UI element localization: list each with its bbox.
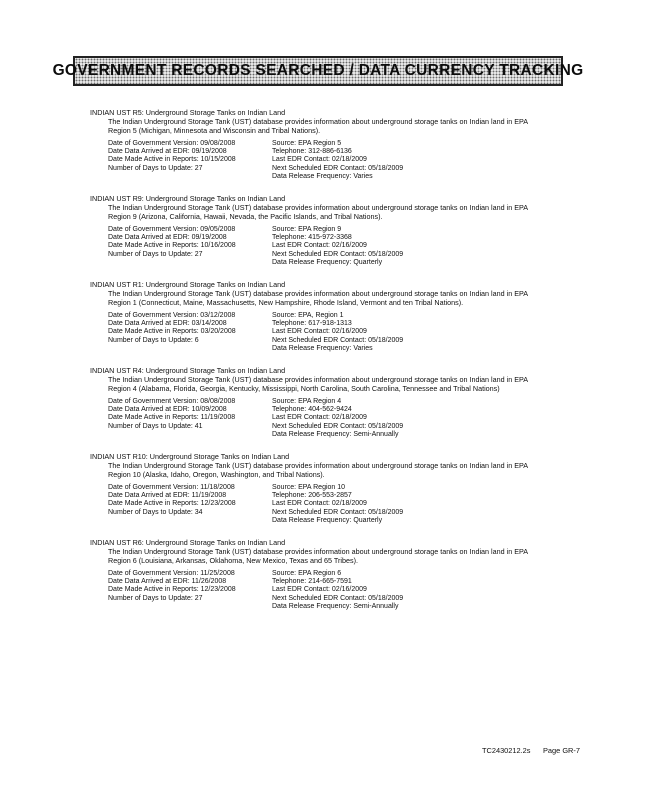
record-description: The Indian Underground Storage Tank (UST) database provides information about underground storage tanks on Indian land in EPA Region 9 (Arizona, California, Hawaii, Nevada, the Pacific Islands, and Tribal Nations). <box>108 203 528 222</box>
record-contact-field: Source: EPA Region 6 <box>272 570 342 578</box>
record-date-field: Date Data Arrived at EDR: 03/14/2008 <box>108 320 227 328</box>
document-id: TC2430212.2s <box>482 746 531 755</box>
record-fields <box>108 312 530 353</box>
record-description: The Indian Underground Storage Tank (UST) database provides information about underground storage tanks on Indian land in EPA Region 10 (Alaska, Idaho, Oregon, Washington, and Tribal Nations). <box>108 461 528 480</box>
database-record <box>90 194 530 267</box>
record-date-field: Date Data Arrived at EDR: 11/26/2008 <box>108 578 227 586</box>
record-fields <box>108 140 530 181</box>
record-contact-field: Data Release Frequency: Quarterly <box>272 258 383 266</box>
record-description: The Indian Underground Storage Tank (UST) database provides information about underground storage tanks on Indian land in EPA Region 1 (Connecticut, Maine, Massachusetts, New Hampshire, Rhode Island, Vermont and ten Tribal Nations). <box>108 289 528 308</box>
record-date-field: Date Made Active in Reports: 12/23/2008 <box>108 500 236 508</box>
record-date-field: Date Data Arrived at EDR: 11/19/2008 <box>108 492 227 500</box>
record-contact-field: Last EDR Contact: 02/18/2009 <box>272 500 367 508</box>
record-contact-field: Next Scheduled EDR Contact: 05/18/2009 <box>272 422 404 430</box>
record-description: The Indian Underground Storage Tank (UST) database provides information about underground storage tanks on Indian land in EPA Region 6 (Louisiana, Arkansas, Oklahoma, New Mexico, Texas and 65 Tribes). <box>108 547 528 566</box>
record-dates-column <box>108 570 272 611</box>
record-contact-field: Data Release Frequency: Varies <box>272 172 373 180</box>
record-contact-column <box>272 398 530 439</box>
record-contact-field: Source: EPA Region 4 <box>272 398 342 406</box>
record-date-field: Date Made Active in Reports: 03/20/2008 <box>108 328 236 336</box>
record-contact-field: Telephone: 206-553-2857 <box>272 492 352 500</box>
record-contact-column <box>272 484 530 525</box>
record-contact-column <box>272 140 530 181</box>
record-date-field: Date Data Arrived at EDR: 09/19/2008 <box>108 234 227 242</box>
record-date-field: Number of Days to Update: 27 <box>108 250 203 258</box>
record-dates-column <box>108 398 272 439</box>
record-date-field: Date of Government Version: 08/08/2008 <box>108 398 236 406</box>
database-record <box>90 108 530 181</box>
record-contact-field: Telephone: 404-562-9424 <box>272 406 352 414</box>
record-heading: INDIAN UST R1: Underground Storage Tanks on Indian Land <box>90 280 286 290</box>
record-date-field: Number of Days to Update: 34 <box>108 508 203 516</box>
record-date-field: Date Made Active in Reports: 12/23/2008 <box>108 586 236 594</box>
record-date-field: Date of Government Version: 09/08/2008 <box>108 140 236 147</box>
record-contact-field: Telephone: 214-665-7591 <box>272 578 352 586</box>
record-description: The Indian Underground Storage Tank (UST) database provides information about underground storage tanks on Indian land in EPA Region 4 (Alabama, Florida, Georgia, Kentucky, Mississippi, North Carolina, South Carolina, Tennessee and Tribal Nations) <box>108 375 528 394</box>
record-contact-column <box>272 570 530 611</box>
record-contact-field: Data Release Frequency: Quarterly <box>272 516 383 524</box>
record-contact-field: Last EDR Contact: 02/16/2009 <box>272 328 367 336</box>
record-contact-field: Last EDR Contact: 02/18/2009 <box>272 156 367 164</box>
record-contact-field: Source: EPA, Region 1 <box>272 312 344 320</box>
record-date-field: Number of Days to Update: 27 <box>108 594 203 602</box>
database-record <box>90 366 530 439</box>
record-date-field: Date of Government Version: 11/25/2008 <box>108 570 235 578</box>
record-dates-column <box>108 484 272 525</box>
record-contact-column <box>272 312 530 353</box>
record-date-field: Date Made Active in Reports: 10/15/2008 <box>108 156 236 164</box>
record-fields <box>108 398 530 439</box>
record-fields <box>108 484 530 525</box>
record-contact-field: Telephone: 415-972-3368 <box>272 234 352 242</box>
page-number: Page GR-7 <box>543 746 580 755</box>
record-contact-field: Source: EPA Region 10 <box>272 484 346 492</box>
record-date-field: Number of Days to Update: 41 <box>108 422 203 430</box>
record-date-field: Date Made Active in Reports: 11/19/2008 <box>108 414 236 422</box>
record-dates-column <box>108 312 272 353</box>
record-contact-field: Telephone: 617-918-1313 <box>272 320 352 328</box>
record-heading: INDIAN UST R9: Underground Storage Tanks on Indian Land <box>90 194 286 204</box>
record-heading: INDIAN UST R5: Underground Storage Tanks on Indian Land <box>90 108 286 117</box>
record-heading: INDIAN UST R6: Underground Storage Tanks on Indian Land <box>90 538 286 548</box>
records-list <box>90 108 530 624</box>
record-date-field: Date of Government Version: 11/18/2008 <box>108 484 235 492</box>
record-contact-field: Source: EPA Region 9 <box>272 226 342 234</box>
record-contact-field: Data Release Frequency: Semi-Annually <box>272 602 399 610</box>
record-contact-column <box>272 226 530 267</box>
record-heading: INDIAN UST R10: Underground Storage Tanks on Indian Land <box>90 452 290 462</box>
record-date-field: Date of Government Version: 03/12/2008 <box>108 312 236 320</box>
record-contact-field: Source: EPA Region 5 <box>272 140 342 147</box>
record-fields <box>108 226 530 267</box>
section-banner <box>52 56 584 86</box>
record-date-field: Date Data Arrived at EDR: 09/19/2008 <box>108 148 227 156</box>
record-dates-column <box>108 226 272 267</box>
record-description: The Indian Underground Storage Tank (UST) database provides information about underground storage tanks on Indian land in EPA Region 5 (Michigan, Minnesota and Wisconsin and Tribal Nations). <box>108 117 528 135</box>
record-dates-column <box>108 140 272 181</box>
record-contact-field: Next Scheduled EDR Contact: 05/18/2009 <box>272 164 404 172</box>
record-contact-field: Next Scheduled EDR Contact: 05/18/2009 <box>272 594 404 602</box>
record-date-field: Number of Days to Update: 27 <box>108 164 203 172</box>
database-record <box>90 452 530 525</box>
record-fields <box>108 570 530 611</box>
banner-title: GOVERNMENT RECORDS SEARCHED / DATA CURRENCY TRACKING <box>52 62 584 79</box>
database-record <box>90 538 530 611</box>
record-contact-field: Data Release Frequency: Varies <box>272 344 373 352</box>
record-heading: INDIAN UST R4: Underground Storage Tanks on Indian Land <box>90 366 286 376</box>
record-contact-field: Last EDR Contact: 02/18/2009 <box>272 414 367 422</box>
record-contact-field: Last EDR Contact: 02/16/2009 <box>272 586 367 594</box>
record-contact-field: Next Scheduled EDR Contact: 05/18/2009 <box>272 508 404 516</box>
record-contact-field: Last EDR Contact: 02/16/2009 <box>272 242 367 250</box>
record-date-field: Number of Days to Update: 6 <box>108 336 199 344</box>
record-date-field: Date of Government Version: 09/05/2008 <box>108 226 236 234</box>
record-date-field: Date Data Arrived at EDR: 10/09/2008 <box>108 406 227 414</box>
record-contact-field: Data Release Frequency: Semi-Annually <box>272 430 399 438</box>
record-contact-field: Next Scheduled EDR Contact: 05/18/2009 <box>272 336 404 344</box>
record-contact-field: Telephone: 312-886-6136 <box>272 148 352 156</box>
record-date-field: Date Made Active in Reports: 10/16/2008 <box>108 242 236 250</box>
database-record <box>90 280 530 353</box>
record-contact-field: Next Scheduled EDR Contact: 05/18/2009 <box>272 250 404 258</box>
